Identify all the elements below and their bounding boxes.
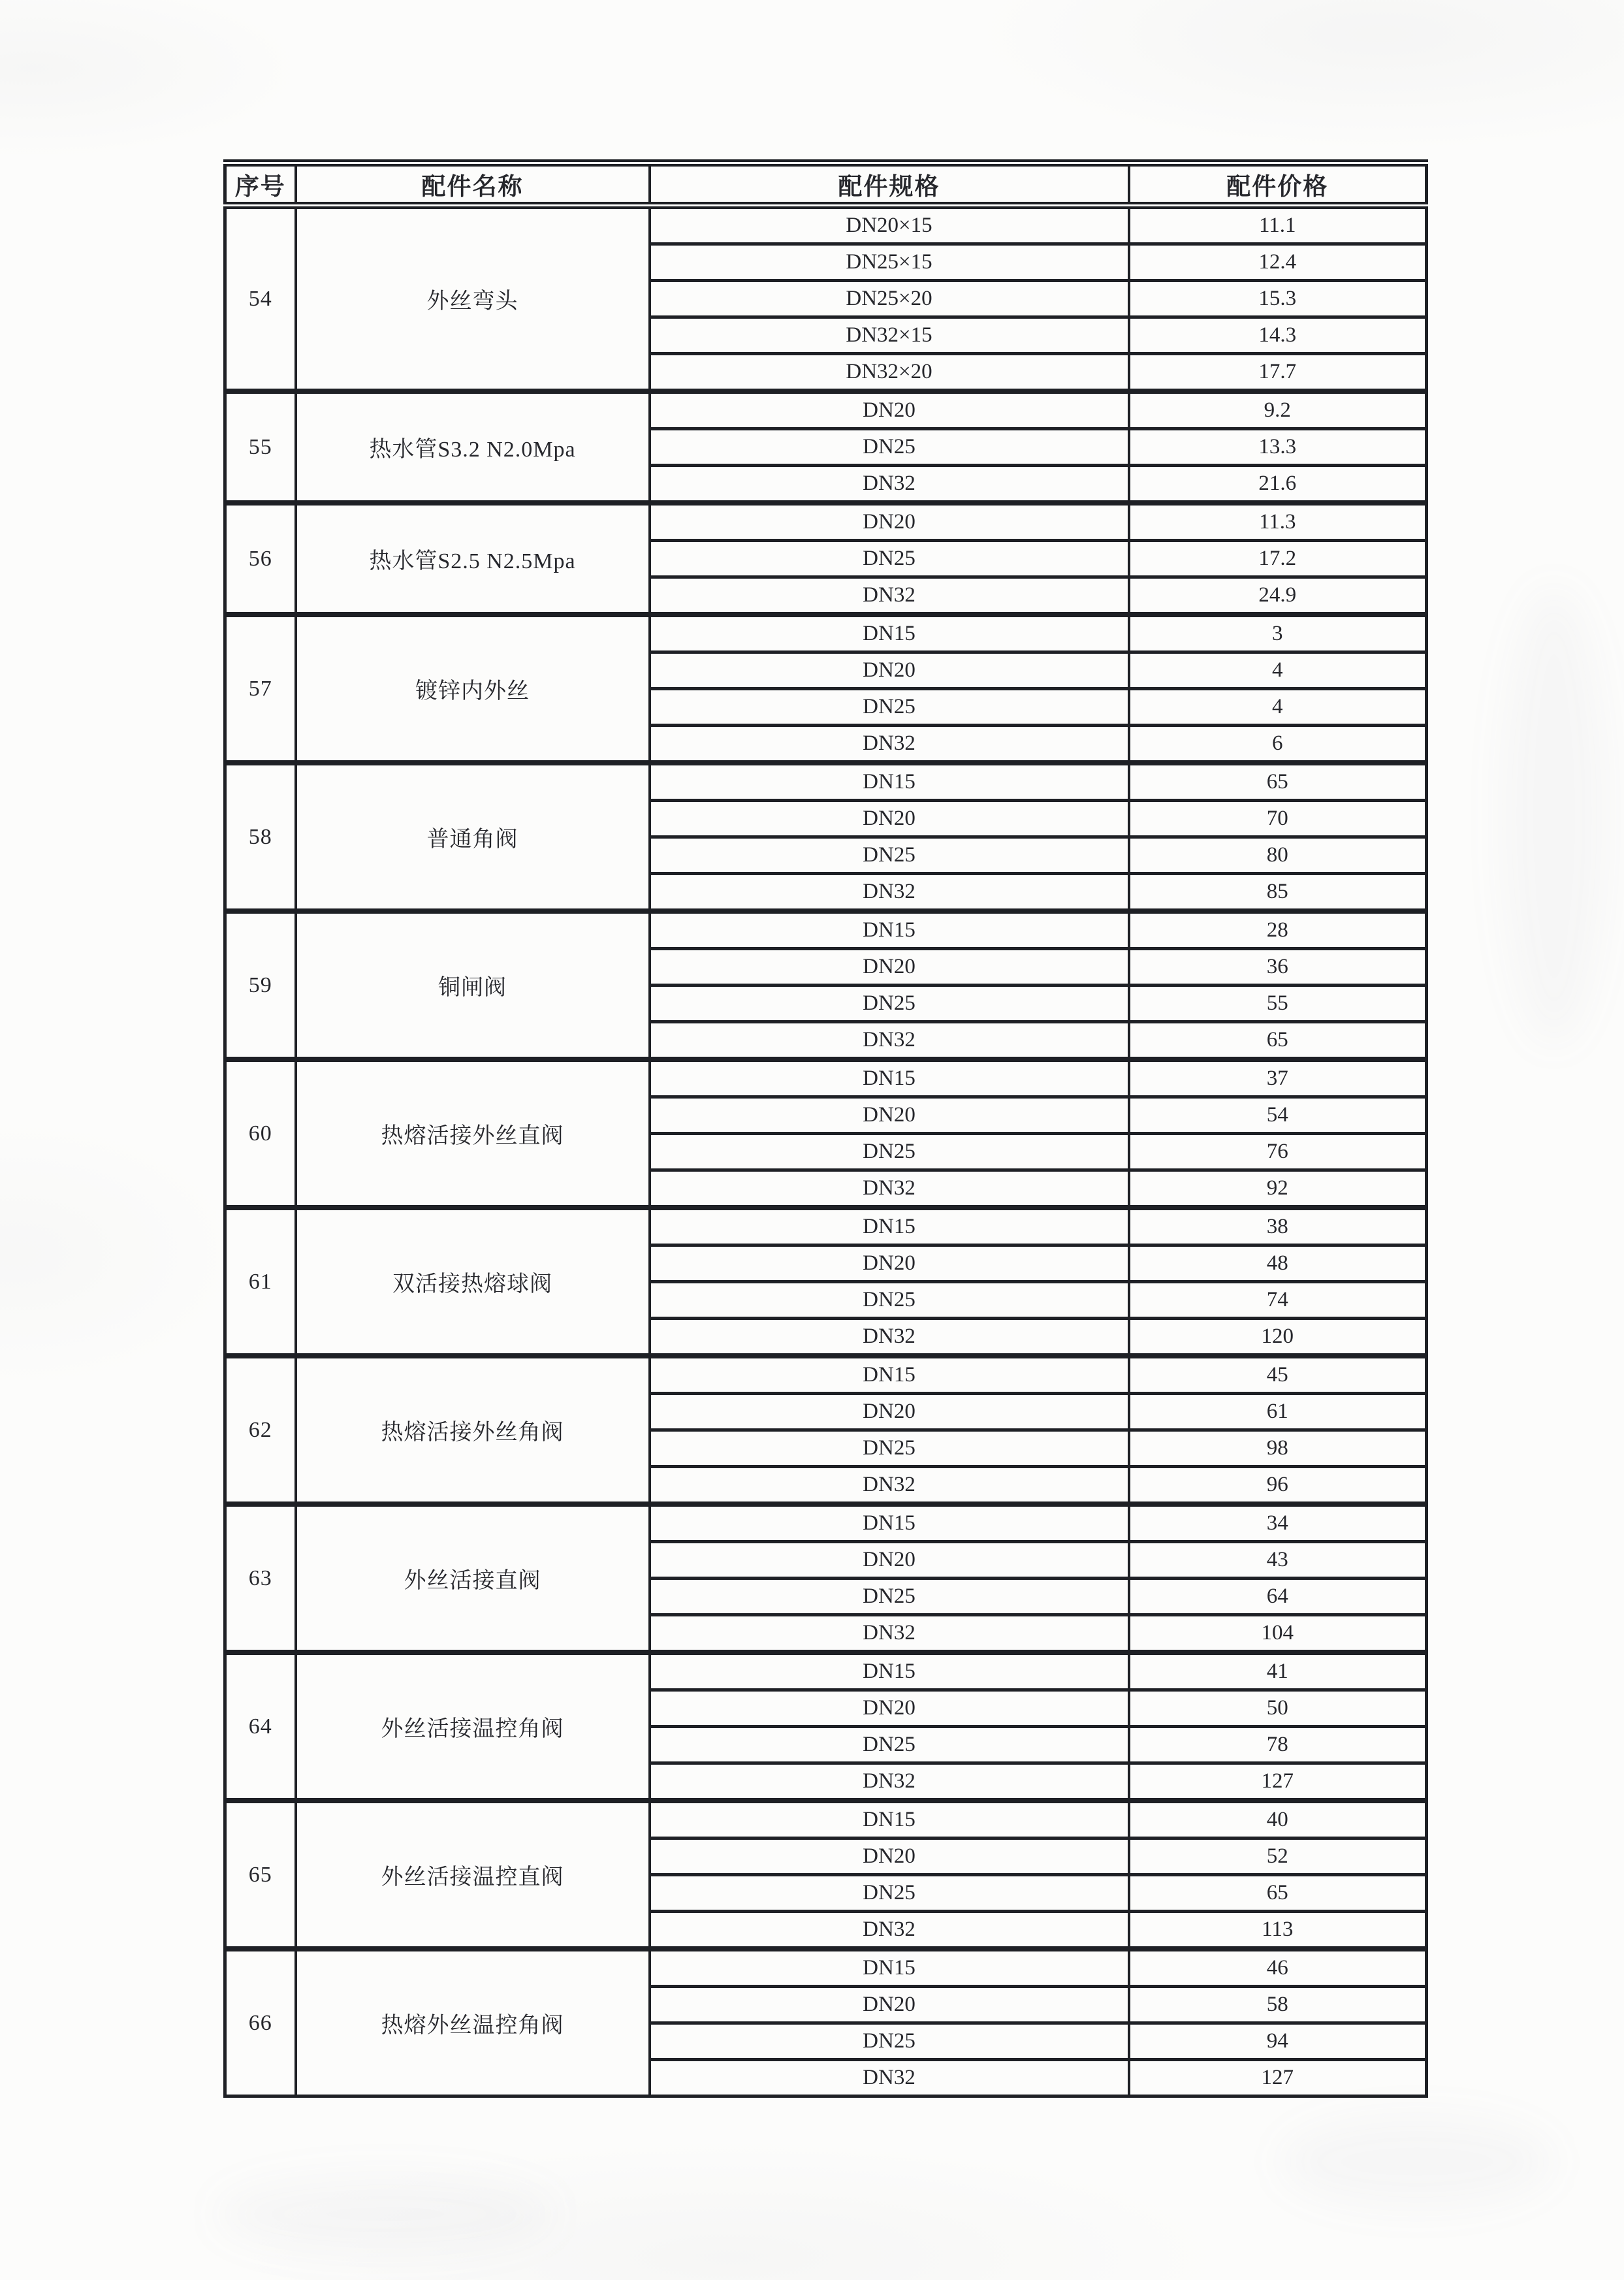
serial-cell: 56: [225, 503, 296, 615]
part-name-cell: 热水管S3.2 N2.0Mpa: [296, 391, 650, 503]
price-cell: 120: [1129, 1319, 1427, 1357]
price-cell: 4: [1129, 689, 1427, 726]
serial-cell: 62: [225, 1356, 296, 1504]
scan-artifact: [1280, 2116, 1554, 2208]
table-row: [225, 1504, 1427, 1542]
spec-cell: DN20: [650, 949, 1129, 986]
spec-cell: DN20: [650, 1838, 1129, 1875]
price-cell: 65: [1129, 1022, 1427, 1060]
price-cell: 54: [1129, 1097, 1427, 1134]
serial-cell: 61: [225, 1208, 296, 1356]
spec-cell: DN25: [650, 1875, 1129, 1912]
spec-cell: DN25: [650, 689, 1129, 726]
price-cell: 21.6: [1129, 466, 1427, 504]
spec-cell: DN20: [650, 1097, 1129, 1134]
serial-cell: 58: [225, 763, 296, 911]
column-header-part-spec: 配件规格: [650, 163, 1129, 206]
spec-cell: DN25: [650, 837, 1129, 874]
price-cell: 58: [1129, 1987, 1427, 2023]
price-cell: 55: [1129, 986, 1427, 1022]
spec-cell: DN15: [650, 1059, 1129, 1097]
price-cell: 78: [1129, 1727, 1427, 1763]
serial-cell: 57: [225, 615, 296, 763]
price-cell: 40: [1129, 1801, 1427, 1838]
spec-cell: DN32: [650, 1763, 1129, 1801]
price-cell: 70: [1129, 801, 1427, 837]
table-row: [225, 1949, 1427, 1987]
price-cell: 15.3: [1129, 281, 1427, 317]
price-cell: 48: [1129, 1245, 1427, 1282]
price-cell: 11.1: [1129, 206, 1427, 244]
spec-cell: DN25: [650, 986, 1129, 1022]
part-name-cell: 热熔外丝温控角阀: [296, 1949, 650, 2096]
spec-cell: DN32: [650, 1170, 1129, 1208]
spec-cell: DN20: [650, 1542, 1129, 1579]
price-cell: 92: [1129, 1170, 1427, 1208]
spec-cell: DN15: [650, 615, 1129, 652]
price-cell: 74: [1129, 1282, 1427, 1319]
table-row: [225, 391, 1427, 429]
price-cell: 96: [1129, 1467, 1427, 1505]
spec-cell: DN32×20: [650, 354, 1129, 392]
spec-cell: DN32: [650, 577, 1129, 615]
spec-cell: DN32: [650, 726, 1129, 763]
column-header-part-price: 配件价格: [1129, 163, 1427, 206]
spec-cell: DN20: [650, 1245, 1129, 1282]
table-row: [225, 911, 1427, 949]
spec-cell: DN32: [650, 1319, 1129, 1357]
spec-cell: DN32: [650, 1615, 1129, 1653]
spec-cell: DN25: [650, 1134, 1129, 1170]
part-name-cell: 热水管S2.5 N2.5Mpa: [296, 503, 650, 615]
spec-cell: DN32: [650, 1467, 1129, 1505]
spec-cell: DN32: [650, 2060, 1129, 2096]
price-cell: 127: [1129, 2060, 1427, 2096]
spec-cell: DN15: [650, 1356, 1129, 1394]
price-cell: 28: [1129, 911, 1427, 949]
price-cell: 127: [1129, 1763, 1427, 1801]
part-name-cell: 外丝活接温控角阀: [296, 1652, 650, 1801]
table-row: [225, 1652, 1427, 1690]
price-cell: 34: [1129, 1504, 1427, 1542]
price-cell: 104: [1129, 1615, 1427, 1653]
price-cell: 80: [1129, 837, 1427, 874]
column-header-part-name: 配件名称: [296, 163, 650, 206]
spec-cell: DN20: [650, 801, 1129, 837]
price-cell: 85: [1129, 874, 1427, 912]
price-cell: 24.9: [1129, 577, 1427, 615]
table-row: [225, 763, 1427, 801]
part-name-cell: 热熔活接外丝角阀: [296, 1356, 650, 1504]
spec-cell: DN32: [650, 874, 1129, 912]
spec-cell: DN32: [650, 1912, 1129, 1950]
spec-cell: DN25: [650, 541, 1129, 577]
serial-cell: 55: [225, 391, 296, 503]
part-name-cell: 双活接热熔球阀: [296, 1208, 650, 1356]
price-cell: 65: [1129, 1875, 1427, 1912]
serial-cell: 60: [225, 1059, 296, 1208]
part-name-cell: 普通角阀: [296, 763, 650, 911]
spec-cell: DN15: [650, 1949, 1129, 1987]
scan-artifact: [215, 2175, 555, 2253]
price-cell: 41: [1129, 1652, 1427, 1690]
spec-cell: DN20: [650, 1987, 1129, 2023]
spec-cell: DN15: [650, 1208, 1129, 1245]
spec-cell: DN20: [650, 1394, 1129, 1430]
spec-cell: DN20×15: [650, 206, 1129, 244]
part-name-cell: 外丝活接直阀: [296, 1504, 650, 1652]
price-cell: 43: [1129, 1542, 1427, 1579]
price-cell: 76: [1129, 1134, 1427, 1170]
price-cell: 6: [1129, 726, 1427, 763]
price-cell: 65: [1129, 763, 1427, 801]
serial-cell: 63: [225, 1504, 296, 1652]
spec-cell: DN25: [650, 1579, 1129, 1615]
price-cell: 61: [1129, 1394, 1427, 1430]
price-cell: 45: [1129, 1356, 1427, 1394]
price-cell: 50: [1129, 1690, 1427, 1727]
scan-artifact: [1502, 588, 1606, 1045]
part-name-cell: 热熔活接外丝直阀: [296, 1059, 650, 1208]
price-cell: 11.3: [1129, 503, 1427, 541]
price-cell: 17.2: [1129, 541, 1427, 577]
part-name-cell: 铜闸阀: [296, 911, 650, 1059]
price-cell: 14.3: [1129, 317, 1427, 354]
spec-cell: DN20: [650, 652, 1129, 689]
price-cell: 52: [1129, 1838, 1427, 1875]
spec-cell: DN25: [650, 1430, 1129, 1467]
part-name-cell: 外丝活接温控直阀: [296, 1801, 650, 1949]
price-cell: 4: [1129, 652, 1427, 689]
spec-cell: DN20: [650, 503, 1129, 541]
table-row: [225, 206, 1427, 244]
spec-cell: DN15: [650, 1504, 1129, 1542]
price-cell: 38: [1129, 1208, 1427, 1245]
spec-cell: DN25: [650, 2023, 1129, 2060]
table-row: [225, 1208, 1427, 1245]
price-cell: 37: [1129, 1059, 1427, 1097]
spec-cell: DN25×20: [650, 281, 1129, 317]
spec-cell: DN15: [650, 763, 1129, 801]
spec-cell: DN15: [650, 1801, 1129, 1838]
price-cell: 113: [1129, 1912, 1427, 1950]
serial-cell: 64: [225, 1652, 296, 1801]
spec-cell: DN20: [650, 391, 1129, 429]
table-header-row: [225, 163, 1427, 206]
price-cell: 46: [1129, 1949, 1427, 1987]
table-row: [225, 1801, 1427, 1838]
part-name-cell: 外丝弯头: [296, 206, 650, 392]
table-body: [225, 206, 1427, 2096]
table-row: [225, 503, 1427, 541]
table-row: [225, 615, 1427, 652]
price-cell: 98: [1129, 1430, 1427, 1467]
price-cell: 64: [1129, 1579, 1427, 1615]
spec-cell: DN32: [650, 466, 1129, 504]
spec-cell: DN15: [650, 911, 1129, 949]
price-cell: 12.4: [1129, 244, 1427, 281]
spec-cell: DN32: [650, 1022, 1129, 1060]
spec-cell: DN15: [650, 1652, 1129, 1690]
price-cell: 36: [1129, 949, 1427, 986]
table-row: [225, 1059, 1427, 1097]
spec-cell: DN25: [650, 1727, 1129, 1763]
table-row: [225, 1356, 1427, 1394]
serial-cell: 54: [225, 206, 296, 392]
price-cell: 9.2: [1129, 391, 1427, 429]
part-name-cell: 镀锌内外丝: [296, 615, 650, 763]
serial-cell: 66: [225, 1949, 296, 2096]
serial-cell: 65: [225, 1801, 296, 1949]
price-cell: 17.7: [1129, 354, 1427, 392]
spec-cell: DN25×15: [650, 244, 1129, 281]
spec-cell: DN25: [650, 429, 1129, 466]
spec-cell: DN25: [650, 1282, 1129, 1319]
serial-cell: 59: [225, 911, 296, 1059]
spec-cell: DN32×15: [650, 317, 1129, 354]
spec-cell: DN20: [650, 1690, 1129, 1727]
column-header-serial-number: 序号: [225, 163, 296, 206]
price-cell: 13.3: [1129, 429, 1427, 466]
parts-price-table: [223, 159, 1428, 2098]
price-cell: 3: [1129, 615, 1427, 652]
price-cell: 94: [1129, 2023, 1427, 2060]
